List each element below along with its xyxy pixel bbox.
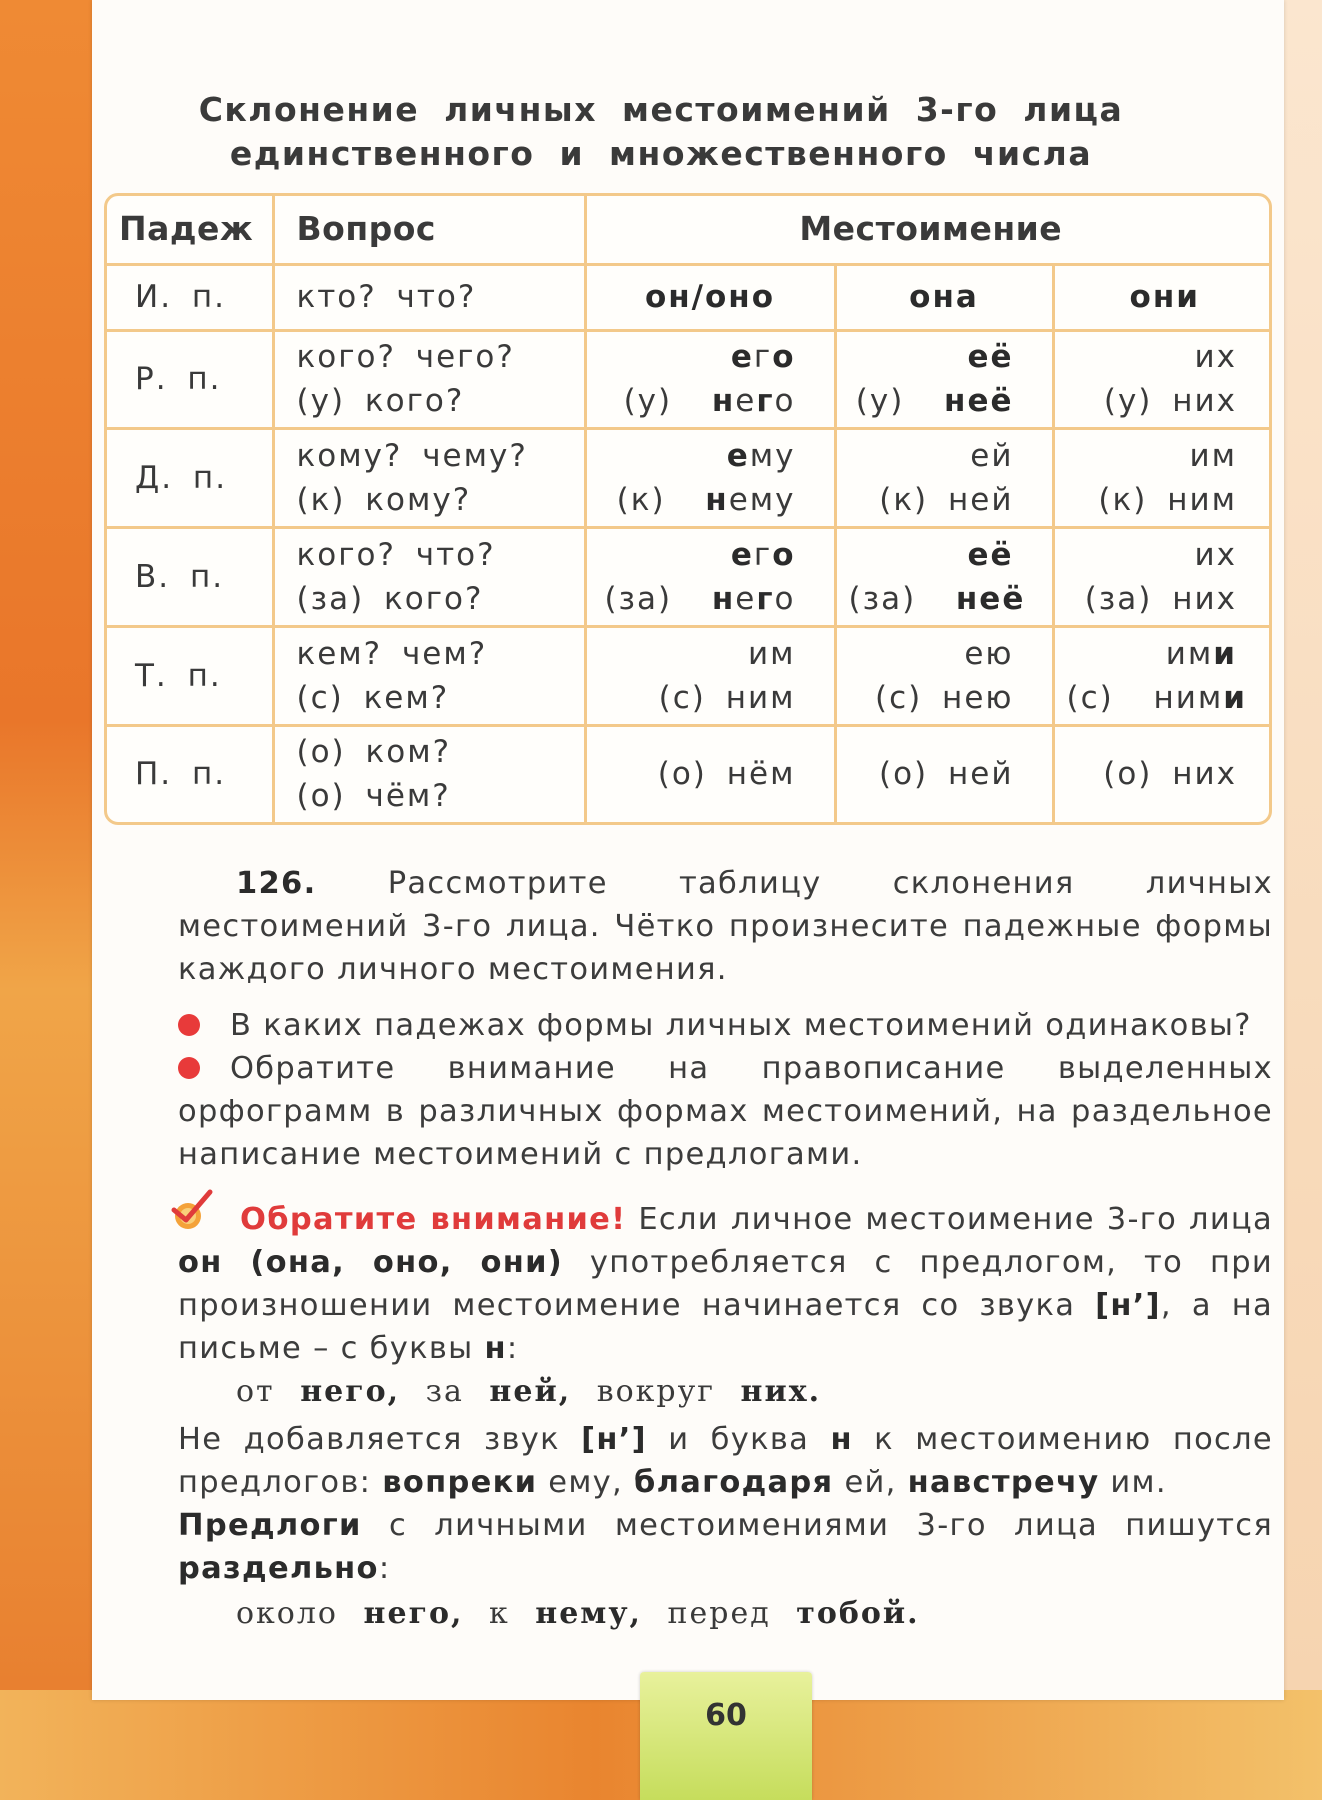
exercise-bullets	[178, 1004, 1273, 1176]
table-row	[107, 330, 1272, 428]
rule-part: Не добавляется звук	[178, 1422, 560, 1457]
question-line: кем? чем?	[296, 635, 488, 672]
pronoun-form: ими	[1165, 635, 1237, 672]
pronoun-form: (у) него	[623, 383, 796, 419]
cell-case: П. п.	[107, 725, 273, 822]
question-line: (о) чём?	[296, 778, 451, 815]
pronoun-form: (о) них	[1103, 756, 1237, 793]
pronoun-form: (с) нею	[874, 679, 1014, 716]
exercise-task: Рассмотрите таблицу склонения личных местоимений 3-го лица. Чётко произнесите падежные формы каждого личного местоимения.	[178, 866, 1273, 987]
exercise-text	[178, 862, 1273, 991]
note-text: употребляется с предлогом, то при произношении местоимение начинается со звука	[178, 1245, 1273, 1323]
pronoun-form: ему	[726, 437, 796, 474]
title-line-2: единственного и множественного числа	[229, 134, 1093, 173]
pronoun-form: ей	[970, 437, 1014, 474]
pronoun-form: им	[1189, 437, 1237, 474]
table-row	[107, 626, 1272, 725]
cell-case: Т. п.	[107, 626, 273, 725]
bullet-text: Обратите внимание на правописание выделенных орфограмм в различных формах местоимений, на раздельное написание местоимений с предлогами.	[178, 1051, 1273, 1172]
cell-on	[585, 725, 835, 822]
cell-case: Д. п.	[107, 428, 273, 527]
pronoun-form: его	[730, 339, 796, 375]
red-dot-icon	[178, 1014, 200, 1036]
cell-question	[273, 428, 585, 527]
note-text: Если личное местоимение 3-го лица	[638, 1202, 1273, 1237]
pronoun-form: (к) ним	[1098, 481, 1237, 518]
background-left-decoration	[0, 0, 95, 1800]
question-line: кого? что?	[296, 536, 496, 573]
background-right-edge	[1282, 0, 1322, 1800]
pronoun-form: он/оно	[644, 279, 776, 315]
cell-oni	[1053, 626, 1272, 725]
exercise-number: 126.	[236, 866, 317, 901]
cell-question	[273, 527, 585, 626]
question-line: (к) кому?	[296, 481, 472, 518]
cell-ona	[835, 527, 1053, 626]
table-row	[107, 428, 1272, 527]
pronoun-form: (к) нему	[616, 481, 796, 518]
pronoun-form: (за) неё	[848, 580, 1026, 617]
table-header-row	[107, 196, 1272, 264]
question-line: (о) ком?	[296, 734, 452, 771]
rule-bold: н	[830, 1422, 853, 1457]
page-number: 60	[705, 1698, 747, 1733]
note-text: :	[506, 1331, 519, 1366]
pronoun-form: его	[730, 536, 796, 573]
pronoun-form: им	[747, 635, 796, 672]
cell-on	[585, 428, 835, 527]
table-row	[107, 527, 1272, 626]
cell-question	[273, 725, 585, 822]
cell-oni	[1053, 330, 1272, 428]
rule-part: ему,	[548, 1465, 623, 1500]
note-bold: [н’]	[1095, 1288, 1161, 1323]
pronoun-form: её	[967, 339, 1014, 375]
header-case: Падеж	[107, 196, 273, 264]
cell-on	[585, 527, 835, 626]
list-item	[178, 1004, 1273, 1047]
list-item	[178, 1047, 1273, 1176]
cell-ona	[835, 428, 1053, 527]
cell-case: Р. п.	[107, 330, 273, 428]
pronoun-form: (за) них	[1084, 580, 1237, 617]
note-heading: Обратите внимание!	[240, 1202, 627, 1237]
cell-oni	[1053, 264, 1272, 330]
pronoun-form: они	[1129, 279, 1200, 315]
cell-ona	[835, 330, 1053, 428]
note-bold: он (она, оно, они)	[178, 1245, 563, 1280]
pronoun-form: (у) них	[1103, 383, 1237, 419]
cell-on	[585, 330, 835, 428]
rule-part: ей,	[844, 1465, 897, 1500]
pronoun-form: (у) неё	[855, 383, 1014, 419]
rule-part: с личными местоимениями 3-го лица пишутся	[388, 1508, 1273, 1543]
pronoun-form: (о) нём	[657, 756, 796, 793]
cell-ona	[835, 725, 1053, 822]
cell-ona	[835, 264, 1053, 330]
cell-ona	[835, 626, 1053, 725]
cell-case: И. п.	[107, 264, 273, 330]
cell-question	[273, 626, 585, 725]
rule-part: :	[378, 1551, 391, 1586]
pronoun-form: их	[1194, 536, 1237, 573]
declension-table	[104, 193, 1272, 825]
pronoun-form: (с) ним	[658, 679, 796, 716]
question-line: кому? чему?	[296, 437, 528, 474]
cell-oni	[1053, 428, 1272, 527]
rule-bold: навстречу	[907, 1465, 1100, 1500]
red-dot-icon	[178, 1057, 200, 1079]
cell-on	[585, 264, 835, 330]
rule-bold: благодаря	[634, 1465, 834, 1500]
note-bold: н	[484, 1331, 507, 1366]
rule-bold: [н’]	[581, 1422, 647, 1457]
question-line: (за) кого?	[296, 580, 484, 617]
question-line: (с) кем?	[296, 679, 450, 716]
pronoun-form: (за) него	[604, 580, 796, 617]
example-line-1: от него, за ней, вокруг них.	[236, 1374, 822, 1409]
table-row	[107, 264, 1272, 330]
pronoun-form: она	[909, 279, 979, 315]
cell-oni	[1053, 527, 1272, 626]
cell-oni	[1053, 725, 1272, 822]
rule-bold: Предлоги	[178, 1508, 362, 1543]
page-title	[0, 88, 1322, 176]
bullet-text: В каких падежах формы личных местоимений одинаковы?	[230, 1008, 1252, 1043]
example-line-2: около него, к нему, перед тобой.	[236, 1596, 920, 1631]
cell-question	[273, 330, 585, 428]
pronoun-form: (о) ней	[879, 756, 1014, 793]
cell-on	[585, 626, 835, 725]
pronoun-form: их	[1194, 339, 1237, 375]
header-question: Вопрос	[273, 196, 585, 264]
title-line-1: Склонение личных местоимений 3-го лица	[198, 90, 1124, 129]
pronoun-form: (к) ней	[879, 481, 1014, 518]
page-number-tab	[640, 1672, 812, 1800]
rule-part: им.	[1110, 1465, 1167, 1500]
cell-question	[273, 264, 585, 330]
question-line: (у) кого?	[296, 383, 465, 419]
rule-part: к местоимению после предлогов:	[178, 1422, 1273, 1500]
pronoun-form: (с) ними	[1066, 679, 1247, 716]
rule-bold: раздельно	[178, 1551, 379, 1586]
cell-case: В. п.	[107, 527, 273, 626]
table-row	[107, 725, 1272, 822]
question-line: кто? что?	[296, 279, 477, 315]
pronoun-form: её	[967, 536, 1014, 573]
note-text: , а на письме – с буквы	[178, 1288, 1273, 1366]
attention-note	[178, 1198, 1273, 1370]
rule-text	[178, 1418, 1273, 1590]
rule-part: и буква	[668, 1422, 810, 1457]
pronoun-form: ею	[964, 635, 1014, 672]
rule-bold: вопреки	[382, 1465, 538, 1500]
question-line: кого? чего?	[296, 339, 515, 375]
header-pronoun: Местоимение	[585, 196, 1272, 264]
